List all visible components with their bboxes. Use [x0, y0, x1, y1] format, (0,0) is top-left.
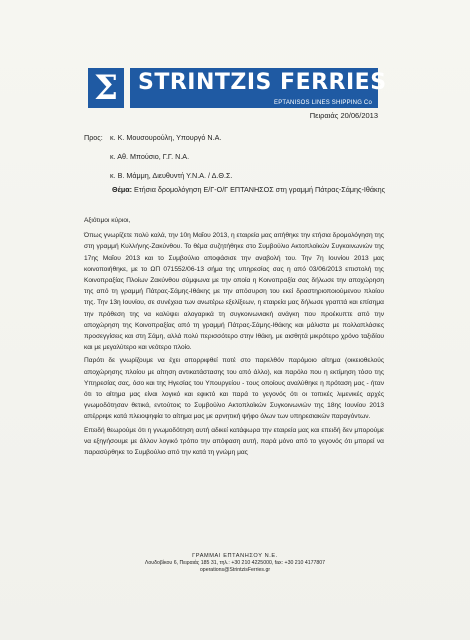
recipient-line — [84, 166, 232, 185]
letter-footer — [0, 553, 470, 575]
recipient-line — [84, 128, 232, 147]
recipient-line — [84, 147, 232, 166]
company-logo — [88, 68, 387, 108]
footer-company-name: ΓΡΑΜΜΑΙ ΕΠΤΑΝΗΣΟΥ Ν.Ε. — [192, 553, 278, 559]
greeting: Αξιότιμοι κύριοι, — [84, 217, 131, 224]
body-paragraph: Όπως γνωρίζετε πολύ καλά, την 10η Μαΐου 2013, η εταιρεία μας αιτήθηκε την ετήσια δρομολόγηση της στη γραμμή Κυλλήνης-Ζακύνθου. Το θέμα συζητήθηκε στο Συμβούλιο Ακτοπλοϊκών Συγκοινωνιών της 17ης Μαΐου 2013 και το Συμβούλιο αποφάσισε την αναβολή του. Την 7η Ιουνίου 2013 μας κοινοποιήθηκε, με το ΩΠ 071552/06-13 σήμα της υπηρεσίας σας η από 03/06/2013 επιστολή της Κοινοπραξίας Πλοίων Ζακύνθου σύμφωνα με την οποία η Κοινοπραξία σας δήλωσε την αποχώρηση της από τη γραμμή Πάτρας-Σάμης-Ιθάκης με την απόσυρση του εκεί δραστηριοποιούμενου πλοίου της. Την 13η Ιουνίου, σε συνέχεια των ανωτέρω εξελίξεων, η εταιρεία μας δήλωσε γραπτά και επίσημα την πρόθεση της να καλύψει αλογαρικά τη συγκοινωνιακή ανάγκη που προέκυπτε από την αποχώρηση της Κοινοπραξίας από τη γραμμή Πάτρας-Σάμης-Ιθάκης και μάλιστα με πολλαπλάσιες προσεγγίσεις και στη Σάμη, αλλά πολύ περισσότερο στην Ιθάκη, με αισθητά μικρότερο χρόνο ταξιδίου και με μεγαλύτερο και νεότερο πλοίο. — [84, 232, 384, 352]
footer-email: operations@StrintzisFerries.gr — [199, 567, 271, 574]
body-paragraph: Επειδή θεωρούμε ότι η γνωμοδότηση αυτή αδικεί κατάφωρα την εταιρεία μας και επειδή δεν μπορούμε να εξηγήσουμε με άλλον λογικό τρόπο την απόφαση αυτή, παρά μόνο από το γεγονός ότι μπορεί να παρασύρθηκε το Συμβούλιο από την κατά τη γνώμη μας — [84, 426, 384, 457]
subject-line — [112, 185, 385, 194]
logo-banner — [130, 68, 387, 108]
recipient-text: κ. Β. Μάμμη, Διευθυντή Υ.Ν.Α. / Δ.Θ.Σ. — [110, 171, 233, 180]
footer-address: Λουδοβίκου 6, Πειραιάς 185 31, τηλ.: +30 210 4225000, fax: +30 210 4177807 — [144, 560, 326, 567]
recipient-prefix: Προς: — [84, 133, 103, 142]
recipient-prefix — [84, 166, 110, 185]
subject-label: Θέμα: — [112, 185, 133, 194]
company-name: STRINTZIS FERRIES — [138, 70, 387, 95]
recipient-prefix — [84, 147, 110, 166]
recipient-text: κ. Κ. Μουσουρούλη, Υπουργό Ν.Α. — [110, 133, 222, 142]
letter-date: Πειραιάς 20/06/2013 — [309, 111, 378, 120]
letter-body — [84, 215, 384, 460]
body-paragraph: Παρότι δε γνωρίζουμε να έχει απορριφθεί ποτέ στο παρελθόν παρόμοιο αίτημα (οικειοθελούς αποχώρησης πλοίου με αίτηση αντικατάστασης του από άλλο), και παρόλο που η εκτίμηση τόσο της Υπηρεσίας σας, όσο και της Ηγεσίας του Υπουργείου - τους οποίους αναλύθηκε η πρόταση μας - ήταν ότι το αίτημα μας είναι λογικό και εφικτό και παρά το γεγονός ότι οι τοπικές λιμενικές αρχές γνωμοδότησαν θετικά, εντούτοις το Συμβούλιο Ακτοπλοϊκών Συγκοινωνιών της 18ης Ιουνίου 2013 απέρριψε κατά πλειοψηφία το αίτημα μας με αρνητική ψήφο όλων των υπηρεσιακών παραγόντων. — [84, 357, 384, 421]
recipients-block — [84, 128, 232, 185]
recipient-text: κ. Αθ. Μπούσιο, Γ.Γ. Ν.Α. — [110, 152, 190, 161]
sigma-logo-icon: Σ — [88, 68, 124, 108]
subject-text: Ετήσια δρομολόγηση Ε/Γ-Ο/Γ ΕΠΤΑΝΗΣΟΣ στη γραμμή Πάτρας-Σάμης-Ιθάκης — [134, 185, 386, 194]
company-subtitle: EPTANISOS LINES SHIPPING Co — [274, 100, 372, 106]
